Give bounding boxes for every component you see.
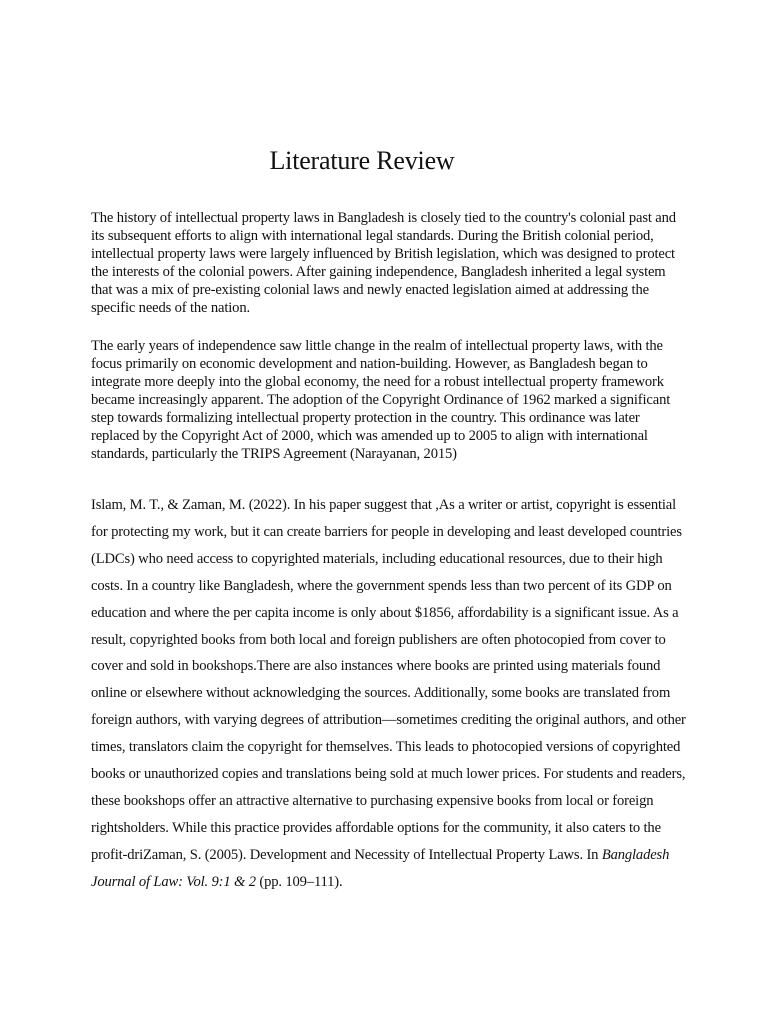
page-title: Literature Review <box>269 146 455 175</box>
citation-text: Islam, M. T., & Zaman, M. (2022). In his paper suggest that ,As a writer or artist, copyright is essential for protecting my work, but it can create barriers for people in developing and least developed countries (LDCs) who need access to copyrighted materials, including educational resources, due to their high costs. In a country like Bangladesh, where the government spends less than two percent of its GDP on education and where the per capita income is only about $1856, affordability is a significant issue. As a result, copyrighted books from both local and foreign publishers are often photocopied from cover to cover and sold in bookshops.There are also instances where books are printed using materials found online or elsewhere without acknowledging the sources. Additionally, some books are translated from foreign authors, with varying degrees of attribution—sometimes crediting the original authors, and other times, translators claim the copyright for themselves. This leads to photocopied versions of copyrighted books or unauthorized copies and translations being sold at much lower prices. For students and readers, these bookshops offer an attractive alternative to purchasing expensive books from local or foreign rightsholders. While this practice provides affordable options for the community, it also caters to the profit-driZaman, S. (2005). Development and Necessity of Intellectual Property Laws. In <box>91 497 686 863</box>
paragraph-early-years: The early years of independence saw little change in the realm of intellectual property laws, with the focus primarily on economic development and nation-building. However, as Bangladesh began to integrate more deeply into the global economy, the need for a robust intellectual property framework became increasingly apparent. The adoption of the Copyright Ordinance of 1962 marked a significant step towards formalizing intellectual property protection in the country. This ordinance was later replaced by the Copyright Act of 2000, which was amended up to 2005 to align with international standards, particularly the TRIPS Agreement (Narayanan, 2015) <box>91 338 671 462</box>
citation-pages: (pp. 109–111). <box>255 873 343 890</box>
paragraph-citation <box>91 492 691 896</box>
paragraph-history: The history of intellectual property laws in Bangladesh is closely tied to the country's colonial past and its subsequent efforts to align with international legal standards. During the British colonial period, intellectual property laws were largely influenced by British legislation, which was designed to protect the interests of the colonial powers. After gaining independence, Bangladesh inherited a legal system that was a mix of pre-existing colonial laws and newly enacted legislation aimed at addressing the specific needs of the nation. <box>91 210 676 316</box>
journal-title: Bangladesh Journal of Law: Vol. 9:1 & 2 <box>91 846 670 890</box>
